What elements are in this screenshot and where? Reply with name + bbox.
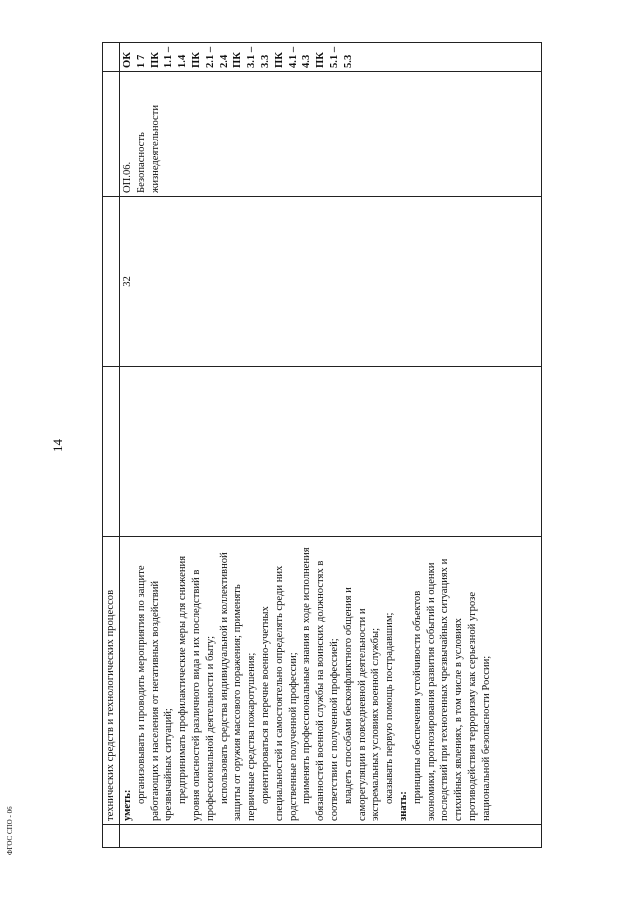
- discipline-name: Безопасность жизнедеятельности: [135, 104, 161, 193]
- discipline-code: ОП.06.: [122, 161, 133, 193]
- table-cell-empty: [120, 825, 542, 848]
- table-row: [103, 43, 120, 848]
- table-cell-empty: [103, 825, 120, 848]
- list-item: применять профессиональные знания в ходе исполнения обязанностей военной службы на воинских должностях в соответствии с полученной профессией;: [301, 547, 340, 821]
- knowledge-heading: знать:: [397, 791, 409, 821]
- page-number: 14: [50, 439, 65, 452]
- table-cell-empty: [120, 367, 542, 537]
- table-cell-empty: [103, 43, 120, 72]
- competency-item: ПК 4.1 – 4.3: [273, 46, 313, 68]
- discipline-cell: [120, 72, 542, 197]
- list-item: ориентироваться в перечне военно-учетных специальностей и самостоятельно определять среди них родственные полученной профессии;: [259, 565, 299, 821]
- competency-item: ПК 1.1 – 1.4: [149, 46, 189, 68]
- rotated-page: [50, 43, 542, 848]
- list-item: предпринимать профилактические меры для снижения уровня опасностей различного вида и их последствий в профессиональной деятельности и быту;: [177, 555, 216, 821]
- page-footer: ФГОС СПО - 06: [6, 806, 14, 855]
- skills-heading: уметь:: [122, 789, 133, 821]
- competencies-cell: [120, 43, 542, 72]
- list-item: использовать средства индивидуальной и коллективной защиты от оружия массового поражения; применять первичные средства пожаротушения;: [218, 552, 258, 821]
- table-cell-empty: [103, 72, 120, 197]
- list-item: владеть способами бесконфликтного общения и саморегуляции в повседневной деятельности и экстремальных условиях военной службы;: [342, 587, 382, 821]
- list-item: оказывать первую помощь пострадавшим;: [384, 612, 396, 805]
- hours-cell: 32: [120, 197, 542, 367]
- list-item: организовывать и проводить мероприятия по защите работающих и населения от негативных воздействий чрезвычайных ситуаций;: [135, 565, 175, 821]
- table-row: [120, 43, 542, 848]
- competency-item: ПК 2.1 – 2.4: [190, 46, 230, 68]
- curriculum-table: [102, 42, 542, 848]
- list-item: принципы обеспечения устойчивости объектов экономики, прогнозирования развития событий и оценки последствий при техногенных чрезвычайных ситуациях и стихийных явлениях, в том числе в условиях противодействия терроризму как серьезной угрозе национальной безопасности России;: [411, 558, 492, 821]
- competency-item: ОК 1 7: [122, 52, 147, 68]
- table-cell-empty: [103, 367, 120, 537]
- skills-knowledge-cell: [120, 537, 542, 825]
- competency-item: ПК 5.1 – 5.3: [315, 46, 354, 68]
- table-cell-empty: [103, 197, 120, 367]
- continued-text: технических средств и технологических процессов: [103, 537, 120, 825]
- competency-item: ПК 3.1 – 3.3: [232, 46, 271, 68]
